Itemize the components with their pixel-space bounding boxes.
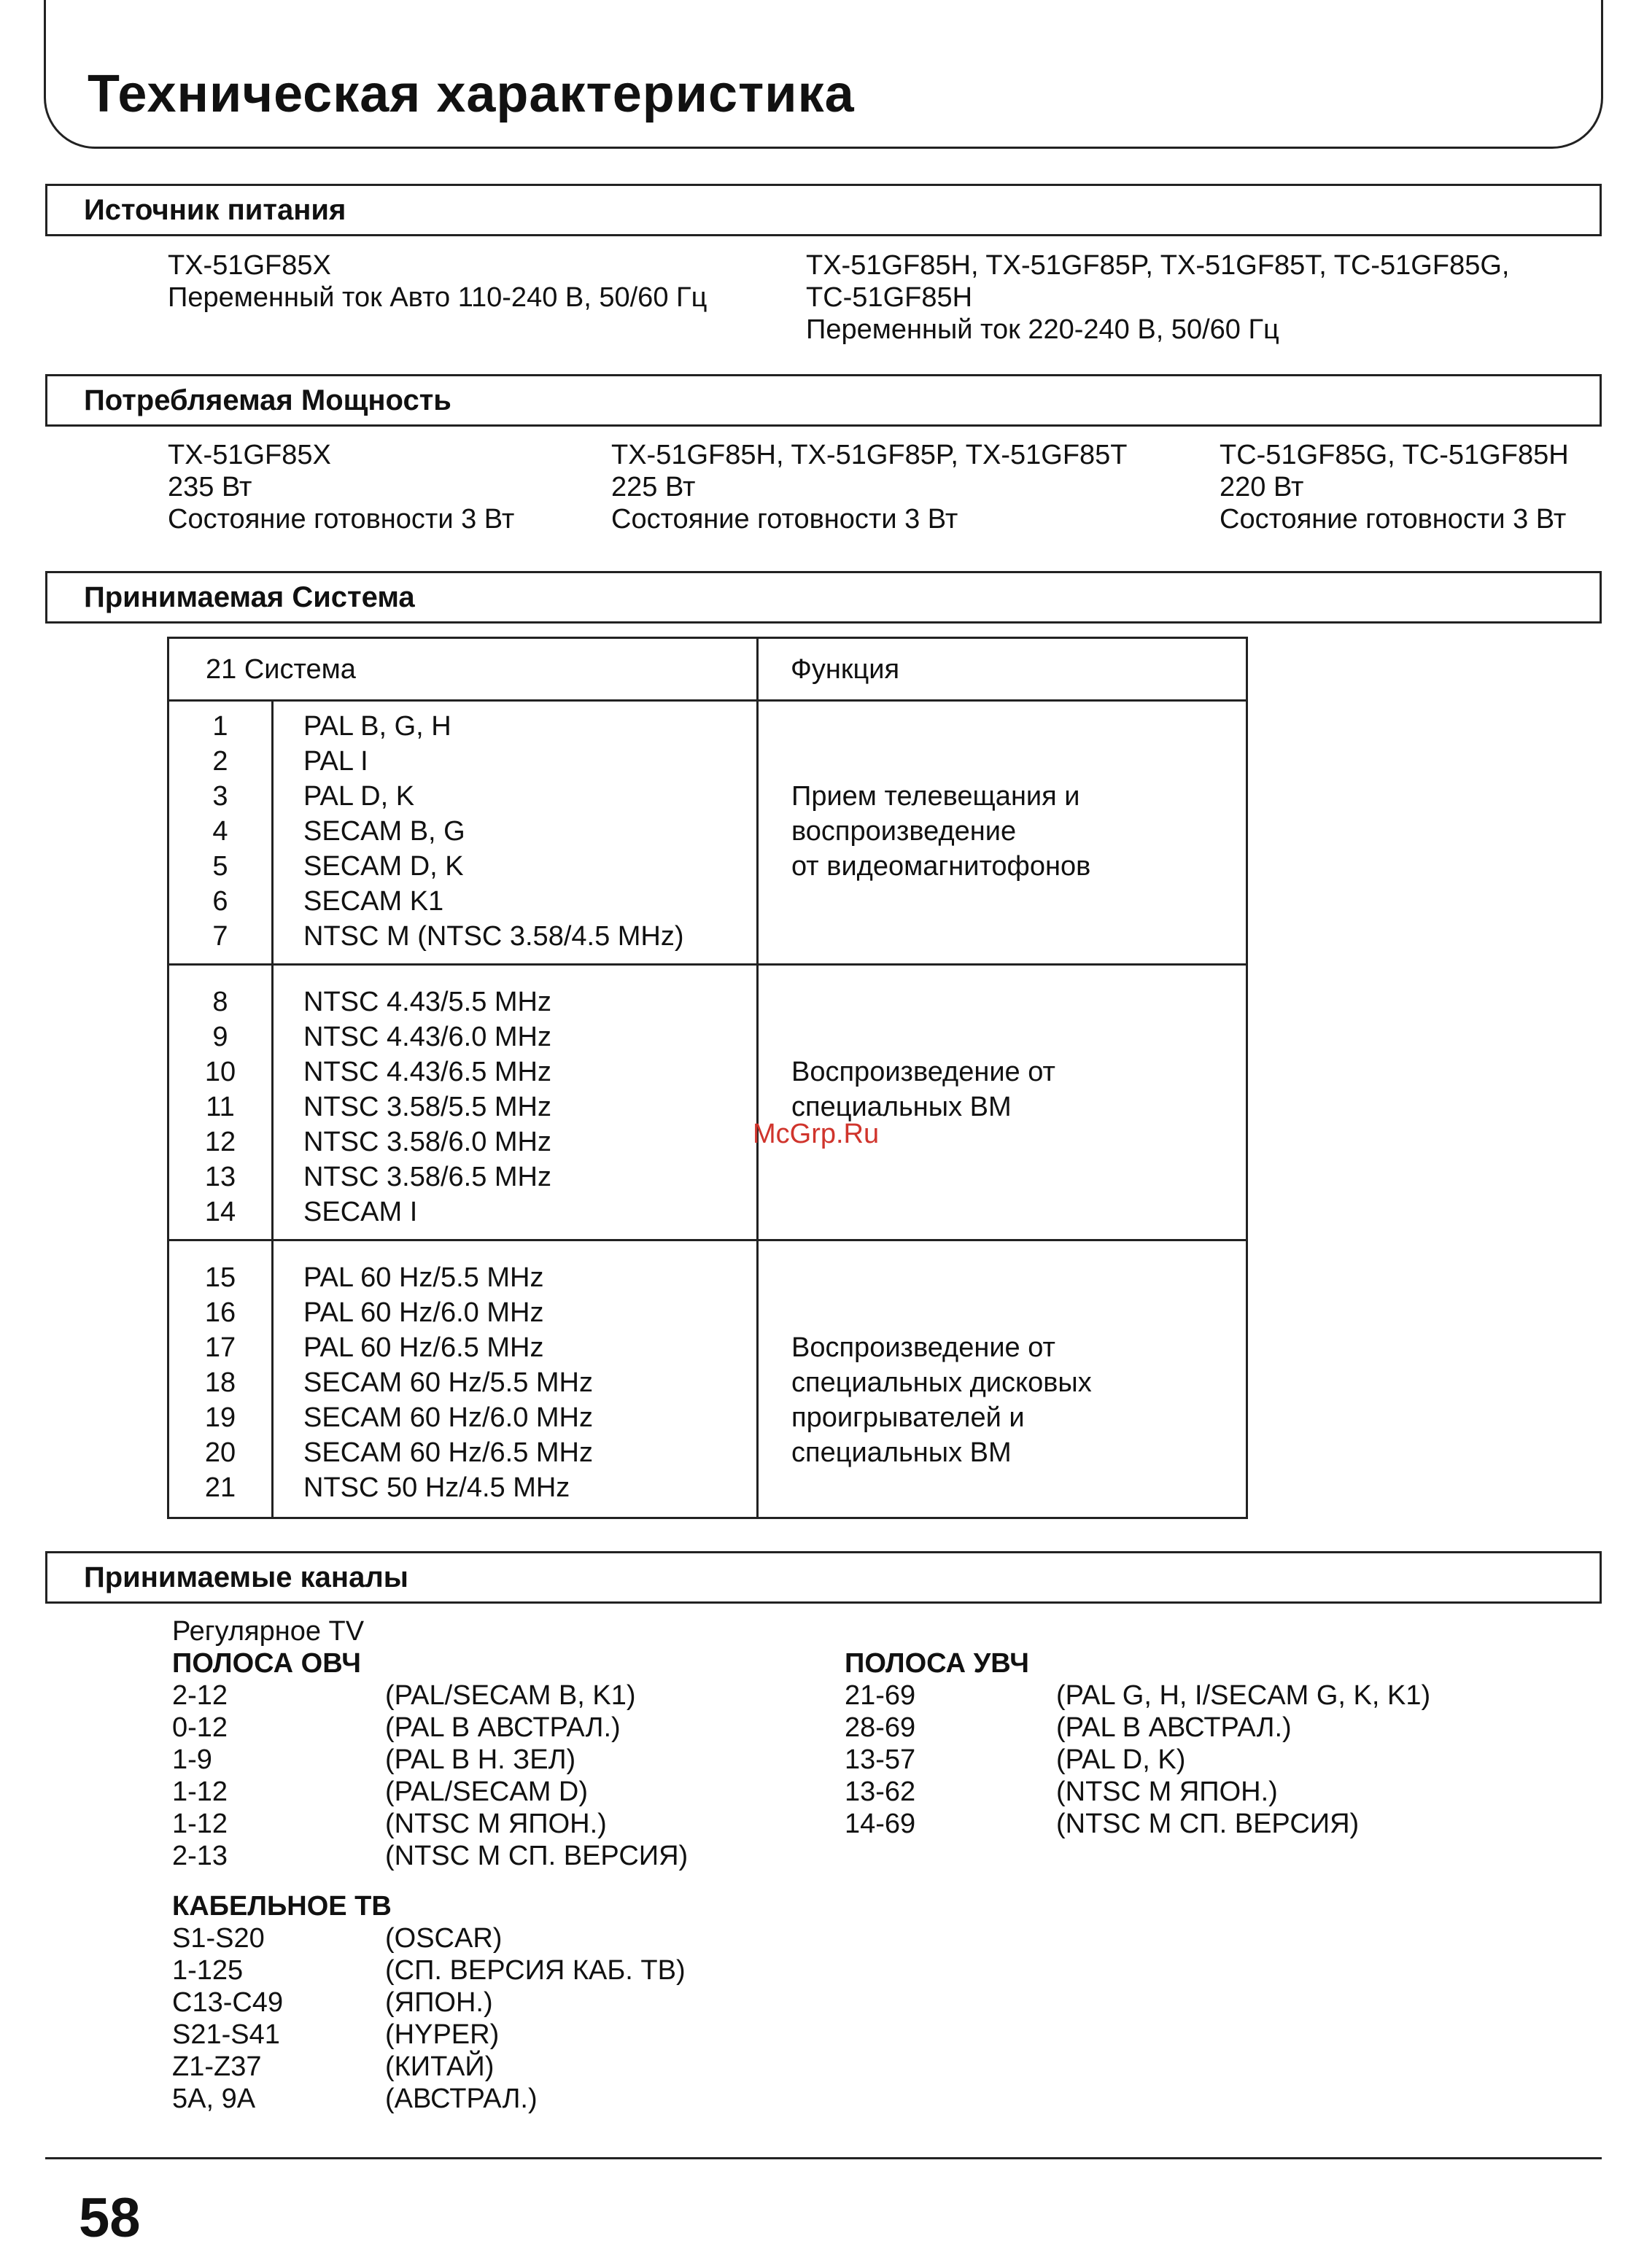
- text-line: 220 Вт: [1220, 472, 1304, 502]
- channel-system: (OSCAR): [385, 1923, 503, 1954]
- systems-table: [167, 637, 1248, 1519]
- text-line: TC-51GF85H: [806, 282, 973, 313]
- function-line: от видеомагнитофонов: [791, 851, 1091, 882]
- function-line: воспроизведение: [791, 816, 1017, 847]
- channel-range: 28-69: [845, 1712, 916, 1743]
- group-divider: [169, 1239, 1246, 1241]
- header-function: Функция: [791, 654, 900, 685]
- group-divider: [169, 963, 1246, 966]
- system-name: NTSC M (NTSC 3.58/4.5 MHz): [303, 921, 684, 952]
- channel-range: 1-12: [172, 1809, 228, 1839]
- channel-system: (PAL B АВСТРАЛ.): [1056, 1712, 1292, 1743]
- vhf-title: ПОЛОСА ОВЧ: [172, 1648, 361, 1679]
- text-line: Состояние готовности 3 Вт: [1220, 504, 1567, 535]
- text-line: 225 Вт: [611, 472, 696, 502]
- system-name: NTSC 50 Hz/4.5 MHz: [303, 1472, 570, 1503]
- consumption-col1: [168, 439, 514, 535]
- system-name: PAL 60 Hz/6.0 MHz: [303, 1297, 544, 1328]
- page-number: 58: [79, 2187, 141, 2249]
- system-name: NTSC 4.43/6.0 MHz: [303, 1022, 551, 1052]
- system-number: 11: [206, 1092, 235, 1122]
- table-header-row: [169, 639, 1246, 702]
- function-line: специальных ВМ: [791, 1437, 1012, 1468]
- channel-system: (PAL G, H, I/SECAM G, K, K1): [1056, 1680, 1431, 1711]
- system-number: 4: [212, 816, 228, 847]
- channel-system: (ЯПОН.): [385, 1987, 493, 2018]
- system-number: 16: [204, 1297, 236, 1328]
- system-numbers-group-1: [177, 709, 264, 954]
- system-name: PAL I: [303, 746, 368, 777]
- vhf-systems: [385, 1679, 688, 1872]
- watermark: McGrp.Ru: [753, 1119, 880, 1149]
- channel-range: 5A, 9A: [172, 2083, 256, 2114]
- text-line: Переменный ток Авто 110-240 В, 50/60 Гц: [168, 282, 707, 313]
- system-name: SECAM I: [303, 1197, 418, 1227]
- system-number: 8: [212, 987, 228, 1017]
- system-numbers-group-2: [177, 985, 264, 1230]
- section-heading-power-consumption: Потребляемая Мощность: [45, 374, 1602, 427]
- channel-system: (NTSC M СП. ВЕРСИЯ): [385, 1841, 689, 1871]
- system-number: 15: [204, 1262, 236, 1293]
- text-line: Состояние готовности 3 Вт: [611, 504, 958, 535]
- system-names-group-1: [303, 709, 684, 954]
- channel-range: 1-9: [172, 1744, 212, 1775]
- channel-range: S1-S20: [172, 1923, 265, 1954]
- function-group-2: [791, 1055, 1055, 1125]
- text-line: TX-51GF85H, TX-51GF85P, TX-51GF85T, TC-51GF85G,: [806, 250, 1510, 281]
- channel-system: (NTSC M ЯПОН.): [385, 1809, 607, 1839]
- consumption-col2: [611, 439, 1128, 535]
- channel-system: (СП. ВЕРСИЯ КАБ. ТВ): [385, 1955, 686, 1986]
- system-name: NTSC 3.58/6.5 MHz: [303, 1162, 551, 1192]
- divider-function: [756, 639, 759, 1517]
- vhf-ranges: [172, 1679, 228, 1872]
- text-line: TX-51GF85X: [168, 440, 331, 470]
- system-name: SECAM 60 Hz/5.5 MHz: [303, 1367, 593, 1398]
- text-line: 235 Вт: [168, 472, 252, 502]
- channel-range: 13-57: [845, 1744, 916, 1775]
- channel-range: 0-12: [172, 1712, 228, 1743]
- channel-range: 1-12: [172, 1776, 228, 1807]
- function-line: специальных ВМ: [791, 1092, 1012, 1122]
- text-line: TX-51GF85H, TX-51GF85P, TX-51GF85T: [611, 440, 1128, 470]
- system-name: SECAM 60 Hz/6.0 MHz: [303, 1402, 593, 1433]
- channel-range: 13-62: [845, 1776, 916, 1807]
- channel-range: 2-12: [172, 1680, 228, 1711]
- uhf-systems: [1056, 1679, 1430, 1840]
- function-line: Воспроизведение от: [791, 1057, 1055, 1087]
- system-name: NTSC 4.43/6.5 MHz: [303, 1057, 551, 1087]
- system-name: SECAM K1: [303, 886, 444, 917]
- system-name: PAL 60 Hz/6.5 MHz: [303, 1332, 544, 1363]
- text-line: TC-51GF85G, TC-51GF85H: [1220, 440, 1569, 470]
- system-numbers-group-3: [177, 1260, 264, 1505]
- page-title: Техническая характеристика: [88, 65, 855, 123]
- text-line: Состояние готовности 3 Вт: [168, 504, 515, 535]
- channel-system: (PAL/SECAM D): [385, 1776, 589, 1807]
- power-source-col2: [806, 249, 1509, 346]
- system-number: 1: [212, 711, 228, 742]
- channel-system: (АВСТРАЛ.): [385, 2083, 538, 2114]
- system-name: PAL 60 Hz/5.5 MHz: [303, 1262, 544, 1293]
- channel-system: (PAL B АВСТРАЛ.): [385, 1712, 621, 1743]
- system-number: 19: [204, 1402, 236, 1433]
- section-heading-channels: Принимаемые каналы: [45, 1551, 1602, 1604]
- system-name: NTSC 4.43/5.5 MHz: [303, 987, 551, 1017]
- channel-system: (NTSC M ЯПОН.): [1056, 1776, 1278, 1807]
- system-name: SECAM B, G: [303, 816, 465, 847]
- system-number: 5: [212, 851, 228, 882]
- system-number: 17: [204, 1332, 236, 1363]
- system-number: 14: [204, 1197, 236, 1227]
- system-name: PAL B, G, H: [303, 711, 451, 742]
- function-line: проигрывателей и: [791, 1402, 1025, 1433]
- channel-range: 21-69: [845, 1680, 916, 1711]
- system-number: 2: [212, 746, 228, 777]
- channel-range: 2-13: [172, 1841, 228, 1871]
- divider-number: [271, 702, 274, 1517]
- text-line: Переменный ток 220-240 В, 50/60 Гц: [806, 314, 1279, 345]
- section-heading-systems: Принимаемая Система: [45, 571, 1602, 624]
- system-name: SECAM D, K: [303, 851, 464, 882]
- system-number: 20: [204, 1437, 236, 1468]
- channel-system: (КИТАЙ): [385, 2051, 495, 2082]
- system-number: 10: [204, 1057, 236, 1087]
- function-line: Воспроизведение от: [791, 1332, 1055, 1363]
- section-heading-power-source: Источник питания: [45, 184, 1602, 236]
- footer-rule: [45, 2157, 1602, 2159]
- channel-range: Z1-Z37: [172, 2051, 262, 2082]
- consumption-col3: [1220, 439, 1569, 535]
- system-number: 3: [212, 781, 228, 812]
- system-name: NTSC 3.58/6.0 MHz: [303, 1127, 551, 1157]
- text-line: TX-51GF85X: [168, 250, 331, 281]
- channel-system: (NTSC M СП. ВЕРСИЯ): [1056, 1809, 1360, 1839]
- system-number: 12: [204, 1127, 236, 1157]
- cable-systems: [385, 1922, 686, 2115]
- system-name: SECAM 60 Hz/6.5 MHz: [303, 1437, 593, 1468]
- function-line: специальных дисковых: [791, 1367, 1092, 1398]
- system-number: 21: [204, 1472, 236, 1503]
- uhf-title: ПОЛОСА УВЧ: [845, 1648, 1029, 1679]
- channel-system: (PAL B H. ЗЕЛ): [385, 1744, 576, 1775]
- channel-system: (PAL/SECAM B, K1): [385, 1680, 636, 1711]
- system-names-group-3: [303, 1260, 593, 1505]
- channel-system: (PAL D, K): [1056, 1744, 1186, 1775]
- system-name: PAL D, K: [303, 781, 415, 812]
- system-names-group-2: [303, 985, 551, 1230]
- uhf-ranges: [845, 1679, 915, 1840]
- header-system: 21 Система: [206, 654, 356, 685]
- system-name: NTSC 3.58/5.5 MHz: [303, 1092, 551, 1122]
- channel-range: C13-C49: [172, 1987, 284, 2018]
- power-source-col1: [168, 249, 707, 314]
- regular-tv-label: Регулярное TV: [172, 1616, 365, 1647]
- system-number: 18: [204, 1367, 236, 1398]
- cable-ranges: [172, 1922, 283, 2115]
- channel-system: (HYPER): [385, 2019, 500, 2050]
- system-number: 7: [212, 921, 228, 952]
- channel-range: 14-69: [845, 1809, 916, 1839]
- function-line: Прием телевещания и: [791, 781, 1080, 812]
- channel-range: S21-S41: [172, 2019, 280, 2050]
- system-number: 9: [212, 1022, 228, 1052]
- channel-range: 1-125: [172, 1955, 244, 1986]
- system-number: 6: [212, 886, 228, 917]
- cable-title: КАБЕЛЬНОЕ ТВ: [172, 1891, 392, 1922]
- system-number: 13: [204, 1162, 236, 1192]
- function-group-3: [791, 1330, 1092, 1470]
- function-group-1: [791, 779, 1090, 884]
